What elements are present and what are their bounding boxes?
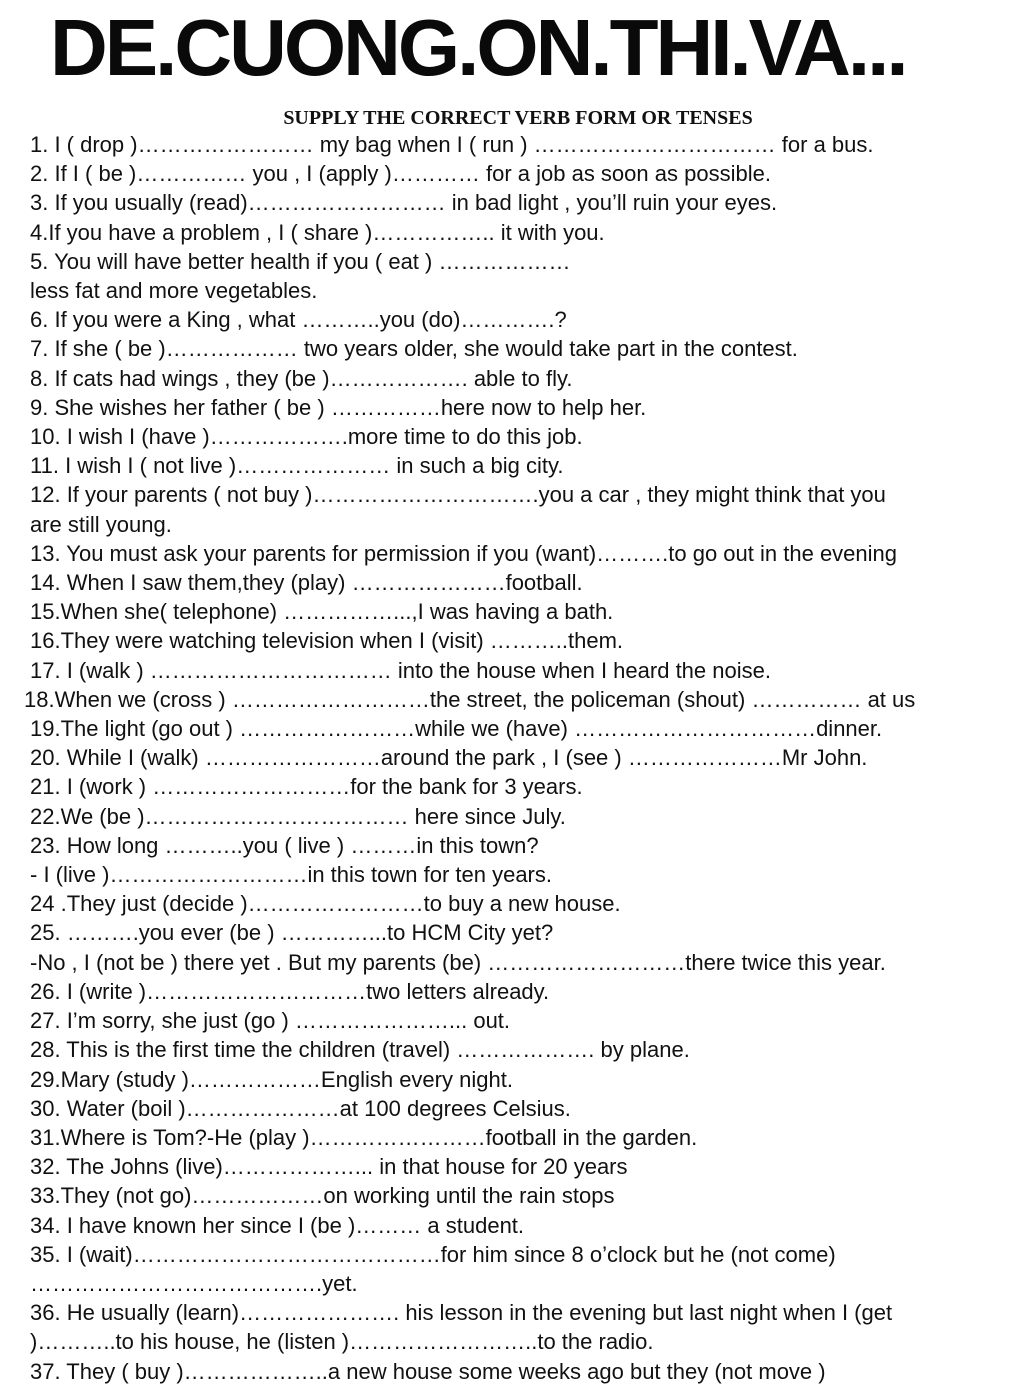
- exercise-line-continuation: ………………………………….yet.: [30, 1270, 358, 1296]
- exercise-line: 31.Where is Tom?-He (play )……………………football in the garden.: [30, 1124, 698, 1150]
- exercise-line: 8. If cats had wings , they (be )………………. able to fly.: [30, 365, 573, 391]
- exercise-line: 28. This is the first time the children (travel) ………………. by plane.: [30, 1037, 690, 1063]
- section-heading: SUPPLY THE CORRECT VERB FORM OR TENSES: [283, 107, 753, 129]
- exercise-line: 30. Water (boil )…………………at 100 degrees Celsius.: [30, 1095, 571, 1121]
- exercise-list: [24, 130, 1015, 1386]
- exercise-answer-line: - I (live )………………………in this town for ten years.: [30, 862, 552, 888]
- exercise-line: 17. I (walk ) …………………………… into the house when I heard the noise.: [30, 657, 771, 683]
- document-title: DE.CUONG.ON.THI.VA...: [50, 3, 906, 92]
- exercise-line: 22.We (be )……………………………… here since July.: [30, 803, 566, 829]
- exercise-line: 4.If you have a problem , I ( share )…………….. it with you.: [30, 219, 605, 245]
- exercise-line: 24 .They just (decide )……………………to buy a new house.: [30, 891, 621, 917]
- exercise-answer-line: -No , I (not be ) there yet . But my parents (be) ………………………there twice this year.: [30, 949, 886, 975]
- exercise-line-continuation: are still young.: [30, 511, 172, 537]
- exercise-line: 5. You will have better health if you ( eat ) ………………: [30, 248, 571, 274]
- exercise-line: 18.When we (cross ) ………………………the street, the policeman (shout) …………… at us: [24, 686, 916, 712]
- exercise-line: 34. I have known her since I (be )……… a student.: [30, 1212, 525, 1238]
- exercise-line: 13. You must ask your parents for permission if you (want)……….to go out in the evening: [30, 540, 898, 566]
- exercise-line: 26. I (write )…………………………two letters already.: [30, 978, 550, 1004]
- exercise-line: 12. If your parents ( not buy )………………………….you a car , they might think that you: [30, 482, 886, 508]
- exercise-line: 25. ……….you ever (be ) …………...to HCM City yet?: [30, 920, 554, 946]
- exercise-line-continuation: less fat and more vegetables.: [30, 278, 318, 304]
- exercise-line: 9. She wishes her father ( be ) ……………here now to help her.: [30, 394, 647, 420]
- exercise-line: 19.The light (go out ) ……………………while we (have) ……………………………dinner.: [30, 716, 883, 742]
- exercise-line: 7. If she ( be )……………… two years older, she would take part in the contest.: [30, 336, 798, 362]
- exercise-line: 37. They ( buy )………………..a new house some weeks ago but they (not move ): [30, 1358, 826, 1384]
- exercise-line: 3. If you usually (read)……………………… in bad light , you’ll ruin your eyes.: [30, 190, 778, 216]
- exercise-line: 21. I (work ) ………………………for the bank for 3 years.: [30, 774, 583, 800]
- exercise-line: 20. While I (walk) ……………………around the park , I (see ) …………………Mr John.: [30, 745, 868, 771]
- exercise-line: 29.Mary (study )………………English every night.: [30, 1066, 513, 1092]
- exercise-line: 11. I wish I ( not live )………………… in such a big city.: [30, 453, 564, 479]
- exercise-line: 14. When I saw them,they (play) …………………football.: [30, 570, 583, 596]
- exercise-line: 2. If I ( be )…………… you , I (apply )………… for a job as soon as possible.: [30, 161, 771, 187]
- exercise-line: 10. I wish I (have )……………….more time to do this job.: [30, 424, 583, 450]
- exercise-line: 36. He usually (learn)…………………. his lesson in the evening but last night when I (get: [30, 1300, 893, 1326]
- exercise-line: 23. How long ………..you ( live ) ………in this town?: [30, 832, 539, 858]
- exercise-line: 6. If you were a King , what ………..you (do)………….?: [30, 307, 567, 333]
- exercise-line: 35. I (wait)……………………………………for him since 8 o’clock but he (not come): [30, 1241, 836, 1267]
- exercise-line: 32. The Johns (live)………………... in that house for 20 years: [30, 1154, 628, 1180]
- exercise-line-continuation: )………..to his house, he (listen )……………………..to the radio.: [30, 1329, 654, 1355]
- exercise-line: 16.They were watching television when I (visit) ………..them.: [30, 628, 624, 654]
- exercise-line: 15.When she( telephone) ……………...,I was having a bath.: [30, 599, 614, 625]
- exercise-line: 27. I’m sorry, she just (go ) …………………... out.: [30, 1008, 511, 1034]
- exercise-line: 1. I ( drop )…………………… my bag when I ( run ) …………………………… for a bus.: [30, 132, 874, 157]
- exercise-line: 33.They (not go)………………on working until the rain stops: [30, 1183, 615, 1209]
